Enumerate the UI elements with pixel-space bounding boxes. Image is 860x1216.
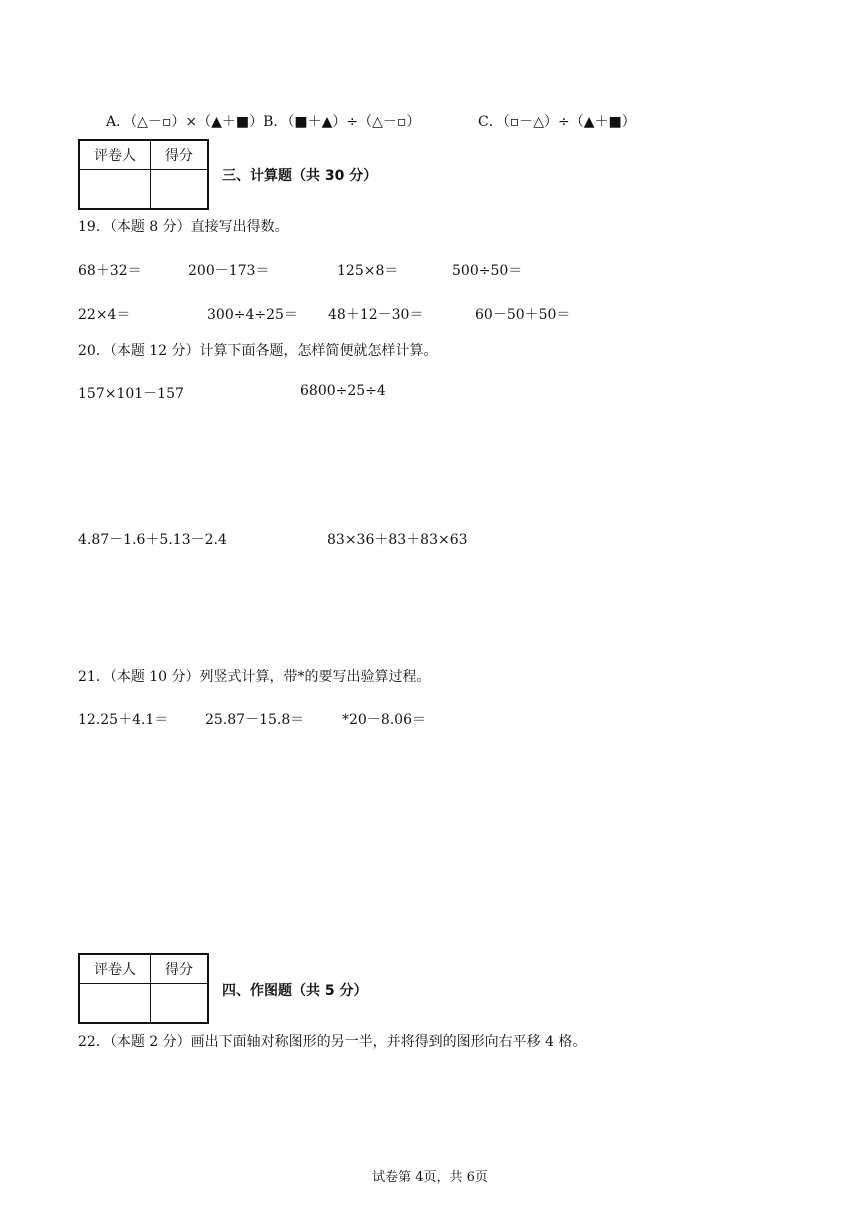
score-table-section4 bbox=[78, 953, 209, 1024]
q20-expr-4: 83×36＋83＋83×63 bbox=[327, 532, 468, 548]
q21-expr-1: 12.25＋4.1＝ bbox=[78, 712, 169, 728]
q19-expr-1: 68＋32＝ bbox=[78, 263, 142, 279]
grader-header: 评卷人 bbox=[79, 954, 151, 984]
q21-expr-2: 25.87－15.8＝ bbox=[205, 712, 305, 728]
q21-text: 21．（本题 10 分）列竖式计算，带*的要写出验算过程。 bbox=[78, 669, 431, 685]
q19-expr-7: 48＋12－30＝ bbox=[328, 307, 424, 323]
section4-title: 四、作图题（共 5 分） bbox=[222, 983, 368, 999]
q21-expr-3: *20－8.06＝ bbox=[342, 712, 426, 728]
score-header: 得分 bbox=[151, 954, 209, 984]
q20-text: 20．（本题 12 分）计算下面各题，怎样简便就怎样计算。 bbox=[78, 343, 438, 359]
score-cell bbox=[151, 984, 209, 1024]
q19-text: 19．（本题 8 分）直接写出得数。 bbox=[78, 219, 289, 235]
grader-cell bbox=[79, 984, 151, 1024]
q22-text: 22．（本题 2 分）画出下面轴对称图形的另一半，并将得到的图形向右平移 4 格。 bbox=[78, 1034, 587, 1050]
option-b: B．（■＋▲）÷（△－▫） bbox=[263, 114, 421, 130]
q19-expr-4: 500÷50＝ bbox=[452, 263, 523, 279]
options-line bbox=[106, 113, 420, 131]
score-cell bbox=[151, 170, 209, 210]
q19-expr-8: 60－50＋50＝ bbox=[475, 307, 571, 323]
page-footer: 试卷第 4页，共 6页 bbox=[372, 1170, 488, 1185]
option-c: C．（▫－△）÷（▲＋■） bbox=[478, 114, 636, 130]
grader-cell bbox=[79, 170, 151, 210]
option-a: A．（△－▫）×（▲＋■） bbox=[106, 114, 264, 130]
grader-header: 评卷人 bbox=[79, 140, 151, 170]
q19-expr-2: 200－173＝ bbox=[188, 263, 270, 279]
q19-expr-3: 125×8＝ bbox=[337, 263, 399, 279]
q20-expr-1: 157×101－157 bbox=[78, 386, 184, 402]
q19-expr-5: 22×4＝ bbox=[78, 307, 131, 323]
score-header: 得分 bbox=[151, 140, 209, 170]
q20-expr-3: 4.87－1.6＋5.13－2.4 bbox=[78, 532, 227, 548]
score-table-section3 bbox=[78, 139, 209, 210]
q19-expr-6: 300÷4÷25＝ bbox=[207, 307, 298, 323]
q20-expr-2: 6800÷25÷4 bbox=[300, 383, 386, 399]
section3-title: 三、计算题（共 30 分） bbox=[222, 168, 378, 184]
